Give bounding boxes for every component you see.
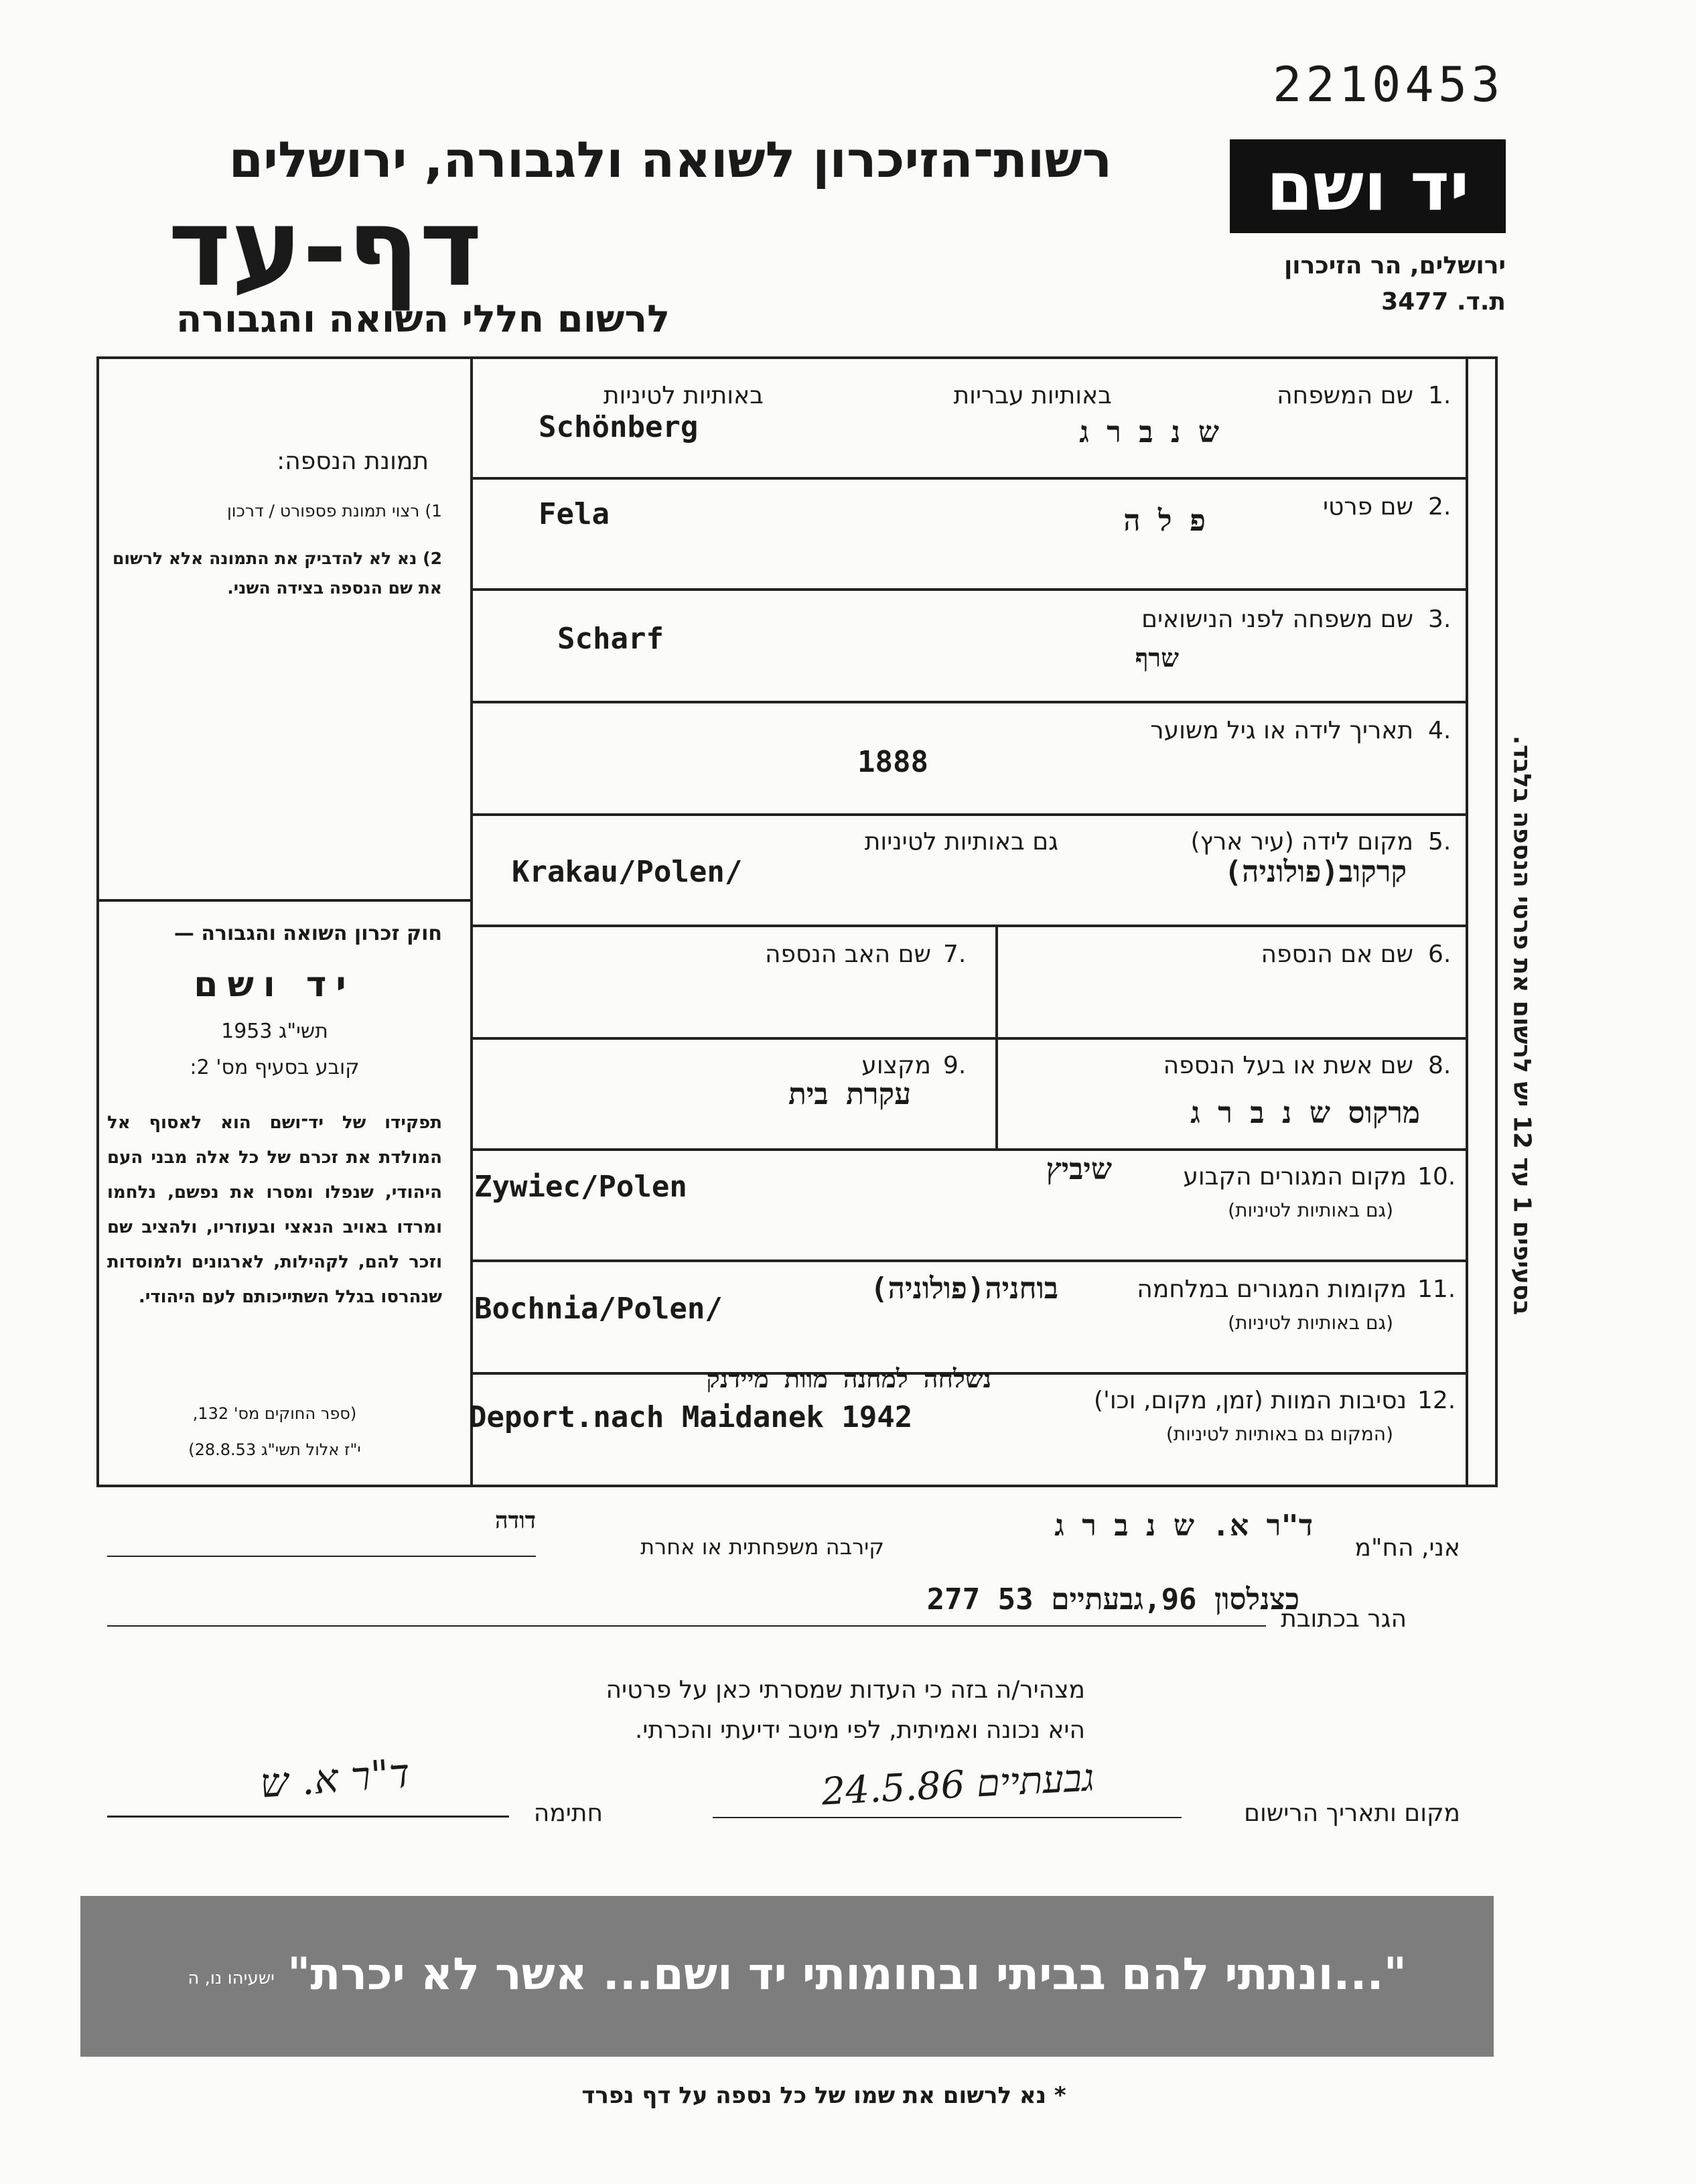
quote-source: ישעיהו נו, ה (188, 1968, 275, 1988)
declaration-divider (96, 1485, 1498, 1487)
row-divider (470, 701, 1468, 703)
law-year: תשי"ג 1953 (221, 1020, 328, 1043)
field-7-label: שם האב הנספה (765, 941, 931, 968)
law-clause: קובע בסעיף מס' 2: (190, 1056, 360, 1079)
yad-vashem-logo (1230, 139, 1506, 233)
document-number: 2210453 (1273, 56, 1504, 113)
field-12-hebrew-value[interactable]: נשלחה למחנה מוות מיידנק (706, 1364, 991, 1393)
field-3-latin-value[interactable]: Scharf (557, 622, 664, 656)
law-source: (ספר החוקים מס' 132, (192, 1404, 357, 1423)
field-5-label: מקום לידה (עיר ארץ) (1190, 828, 1413, 856)
footer-note: * נא לרשום את שמו של כל נספה על דף נפרד (581, 2082, 1066, 2109)
field-10-hebrew-value[interactable]: שיביץ (1046, 1152, 1112, 1186)
field-9-label: מקצוע (861, 1052, 931, 1079)
field-8-label: שם אשת או בעל הנספה (1163, 1052, 1413, 1079)
field-4-label: תאריך לידה או גיל משוער (1150, 717, 1413, 744)
photo-note-1: 1) רצוי תמונת פספורט / דרכון (226, 501, 442, 521)
field-3-hebrew-value[interactable]: שרף (1135, 643, 1179, 673)
place-date-label: מקום ותאריך הרישום (1244, 1799, 1460, 1827)
row-divider (470, 1148, 1468, 1151)
field-4-number: 4. (1428, 717, 1452, 744)
field-5-latin-value[interactable]: Krakau/Polen/ (512, 855, 743, 889)
field-1-latin-value[interactable]: Schönberg (539, 410, 699, 444)
field-12-number: 12. (1417, 1387, 1456, 1414)
place-date-line (713, 1817, 1182, 1818)
quote-text: "...ונתתי להם בביתי ובחומותי יד ושם... אשר לא יכרת" (287, 1948, 1407, 2000)
field-2-number: 2. (1428, 493, 1452, 521)
field-1-hebrew-header: באותיות עבריות (953, 382, 1112, 409)
side-note-vertical: בסעיפים 1 עד 12 יש לרשום את פרטי הנספה בלבד. (1508, 735, 1536, 1316)
field-1-latin-header: באותיות לטיניות (603, 382, 764, 409)
row-divider (470, 925, 1468, 927)
field-1-label: שם המשפחה (1277, 382, 1413, 409)
field-6-label: שם אם הנספה (1261, 941, 1413, 968)
relation-line (107, 1556, 536, 1557)
photo-title: תמונת הנספה: (277, 448, 429, 475)
sidebar-section-divider (96, 899, 472, 902)
place-date-handwritten[interactable]: גבעתיים 24.5.86 (820, 1756, 1096, 1814)
address-value[interactable]: כצנלסון 96,גבעתיים 53 277 (926, 1582, 1299, 1617)
logo-text: יד ושם (1266, 147, 1470, 226)
field-1-hebrew-value[interactable]: ש נ ב ר ג (1079, 415, 1219, 450)
form-title: דף-עד (167, 185, 482, 310)
row-divider (470, 813, 1468, 816)
relation-value[interactable]: דודה (495, 1507, 536, 1534)
address-line (107, 1625, 1266, 1627)
signature-line (107, 1816, 509, 1818)
law-text: תפקידו של יד־ושם הוא לאסוף אל המולדת את זכרם של כל אלה מבני העם היהודי, שנפלו ומסרו את נפשם, נלחמו ומרדו באויב הנאצי ובעוזריו, ולהציב שם וזכר להם, לקהילות, לארגונים ולמוסדות שנהרסו בגלל השתייכותם לעם היהודי. (107, 1113, 442, 1307)
field-11-number: 11. (1417, 1276, 1456, 1303)
field-10-latin-value[interactable]: Zywiec/Polen (474, 1170, 687, 1204)
authority-heading: רשות־הזיכרון לשואה ולגבורה, ירושלים (228, 131, 1112, 189)
field-5-number: 5. (1428, 828, 1452, 856)
field-3-number: 3. (1428, 606, 1452, 633)
signature-label: חתימה (533, 1799, 603, 1827)
address-label: הגר בכתובת (1281, 1605, 1407, 1633)
statement-line-1: מצהיר/ה בזה כי העדות שמסרתי כאן על פרטיה (606, 1676, 1085, 1704)
field-11-latin-value[interactable]: Bochnia/Polen/ (474, 1292, 723, 1326)
field-2-label: שם פרטי (1322, 493, 1413, 521)
row-divider (470, 1037, 1468, 1040)
law-name: יד ושם (194, 965, 356, 1005)
field-8-number: 8. (1428, 1052, 1452, 1079)
form-subtitle: לרשום חללי השואה והגבורה (175, 297, 670, 341)
field-4-value[interactable]: 1888 (857, 745, 928, 779)
law-date: י"ז אלול תשי"ג 28.8.53) (188, 1440, 361, 1459)
statement-line-2: היא נכונה ואמיתית, לפי מיטב ידיעתי והכרתי. (634, 1716, 1085, 1744)
relation-label: קירבה משפחתית או אחרת (640, 1534, 884, 1560)
field-3-label: שם משפחה לפני הנישואים (1141, 606, 1413, 633)
field-11-label: מקומות המגורים במלחמה (1137, 1276, 1407, 1303)
field-12-sub: (המקום גם באותיות לטיניות) (1165, 1423, 1393, 1445)
photo-note-2: 2) נא לא להדביק את התמונה אלא לרשום את שם הנספה בצידה השני. (113, 549, 442, 598)
declarant-i-label: אני, הח"מ (1354, 1534, 1460, 1562)
field-6-number: 6. (1428, 941, 1452, 968)
field-11-sub: (גם באותיות לטיניות) (1228, 1312, 1393, 1334)
field-10-sub: (גם באותיות לטיניות) (1228, 1199, 1393, 1221)
field-10-number: 10. (1417, 1163, 1456, 1190)
law-title: חוק זכרון השואה והגבורה — (173, 922, 442, 945)
signature-handwritten[interactable]: ד"ר א. ש (258, 1750, 412, 1807)
field-2-hebrew-value[interactable]: פ ל ה (1123, 504, 1206, 538)
row-divider (470, 1259, 1468, 1262)
field-5-hebrew-value[interactable]: קרקוב(פולוניה) (1224, 855, 1407, 889)
field-9-value[interactable]: עקרת בית (788, 1077, 911, 1111)
row-divider (470, 588, 1468, 591)
sidebar-divider (470, 356, 473, 1487)
number-column-divider (1466, 356, 1468, 1487)
logo-pobox: ת.ד. 3477 (1381, 288, 1506, 316)
logo-location: ירושלים, הר הזיכרון (1283, 252, 1506, 279)
row-divider (470, 477, 1468, 480)
field-11-hebrew-value[interactable]: בוחניה(פולוניה) (870, 1272, 1058, 1306)
parents-divider (995, 925, 998, 1037)
field-7-number: 7. (943, 941, 967, 968)
field-2-latin-value[interactable]: Fela (539, 497, 610, 531)
field-12-label: נסיבות המוות (זמן, מקום, וכו') (1093, 1387, 1407, 1414)
field-9-number: 9. (943, 1052, 967, 1079)
spouse-divider (995, 1037, 998, 1148)
field-10-label: מקום המגורים הקבוע (1183, 1163, 1407, 1190)
field-1-number: 1. (1428, 382, 1452, 409)
declarant-name[interactable]: ד"ר א. ש נ ב ר ג (1054, 1509, 1313, 1543)
field-5-latin-header: גם באותיות לטיניות (864, 828, 1058, 856)
field-8-value[interactable]: מרקוס ש נ ב ר ג (1190, 1096, 1420, 1130)
field-12-latin-value[interactable]: Deport.nach Maidanek 1942 (469, 1400, 913, 1434)
